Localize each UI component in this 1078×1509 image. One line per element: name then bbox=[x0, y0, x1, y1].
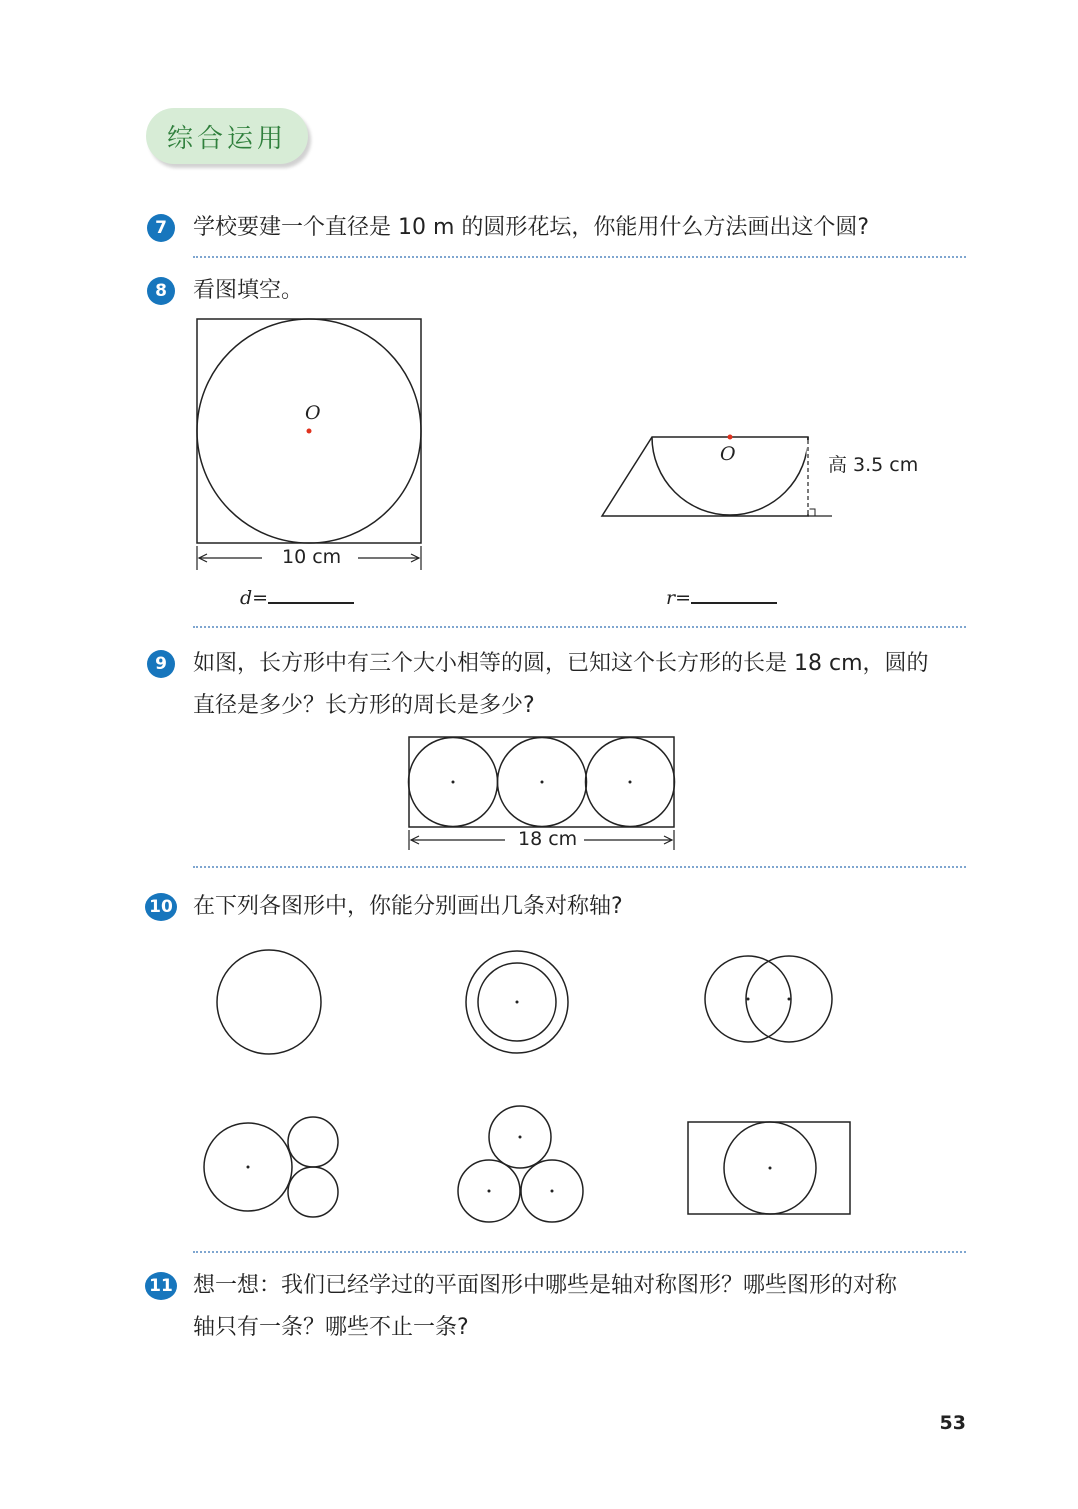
fig8-d-label: d= bbox=[240, 587, 269, 609]
question-11-text-line2: 轴只有一条？哪些不止一条? bbox=[193, 1315, 469, 1340]
question-9-text-line2: 直径是多少？长方形的周长是多少? bbox=[193, 693, 535, 718]
question-11-number: 11 bbox=[145, 1272, 177, 1300]
fig8-height-label: 高 3.5 cm bbox=[828, 454, 919, 476]
question-10-text: 在下列各图形中，你能分别画出几条对称轴? bbox=[193, 894, 623, 919]
fig8-right-center-label: O bbox=[720, 443, 736, 465]
question-8-text: 看图填空。 bbox=[193, 278, 304, 303]
question-8-number: 8 bbox=[147, 277, 175, 305]
section-title: 综合运用 bbox=[146, 108, 308, 164]
question-7-text: 学校要建一个直径是 10 m 的圆形花坛，你能用什么方法画出这个圆? bbox=[193, 215, 870, 240]
question-9-text-line1: 如图，长方形中有三个大小相等的圆，已知这个长方形的长是 18 cm，圆的 bbox=[193, 651, 929, 676]
question-10-number: 10 bbox=[145, 893, 177, 921]
question-7-number: 7 bbox=[147, 214, 175, 242]
fig8-width-label: 10 cm bbox=[282, 546, 342, 568]
question-9-number: 9 bbox=[147, 650, 175, 678]
fig8-left-center-label: O bbox=[305, 402, 321, 424]
fig9-length-label: 18 cm bbox=[518, 828, 578, 850]
question-11-text-line1: 想一想：我们已经学过的平面图形中哪些是轴对称图形？哪些图形的对称 bbox=[193, 1273, 898, 1298]
fig8-r-label: r= bbox=[666, 587, 692, 609]
page-number: 53 bbox=[939, 1412, 966, 1434]
divider bbox=[193, 1251, 966, 1253]
